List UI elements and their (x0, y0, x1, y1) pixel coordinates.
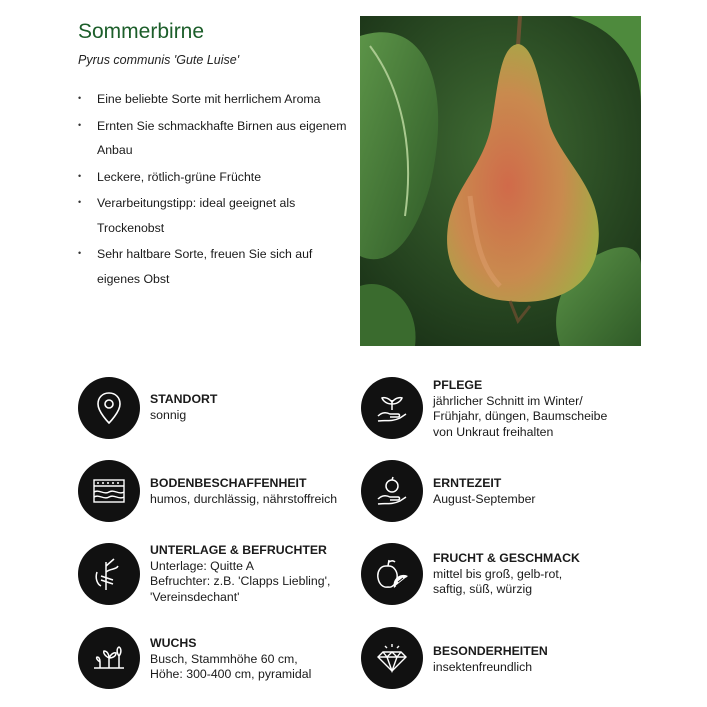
bullet-item: • Sehr haltbare Sorte, freuen Sie sich auf eigenes Obst (78, 242, 353, 291)
bullet-item: • Eine beliebte Sorte mit herrlichem Aroma (78, 87, 353, 112)
feature-title: STANDORT (150, 392, 218, 406)
feature-boden (78, 460, 337, 522)
fruit-slice-icon (361, 543, 423, 605)
feature-title: BESONDERHEITEN (433, 644, 548, 658)
pear-photo (360, 16, 641, 346)
feature-text: Unterlage: Quitte A Befruchter: z.B. 'Clapps Liebling', 'Vereinsdechant' (150, 558, 331, 604)
feature-standort (78, 377, 217, 439)
feature-pflege (361, 377, 607, 440)
feature-title: ERNTEZEIT (433, 476, 502, 490)
feature-text: insektenfreundlich (433, 659, 533, 674)
feature-erntezeit (361, 460, 536, 522)
pear-illustration (360, 16, 641, 346)
feature-title: UNTERLAGE & BEFRUCHTER (150, 543, 327, 557)
feature-besonderheiten (361, 627, 548, 689)
bullet-item: • Leckere, rötlich-grüne Früchte (78, 165, 353, 190)
feature-text: August-September (433, 491, 536, 506)
feature-text: sonnig (150, 407, 187, 422)
feature-title: WUCHS (150, 636, 197, 650)
location-pin-icon (78, 377, 140, 439)
hand-plant-icon (361, 377, 423, 439)
feature-title: FRUCHT & GESCHMACK (433, 551, 580, 565)
product-title: Sommerbirne (78, 20, 205, 43)
seedlings-icon (78, 627, 140, 689)
feature-frucht (361, 543, 580, 605)
feature-bullets (78, 87, 353, 293)
feature-text: jährlicher Schnitt im Winter/ Frühjahr, düngen, Baumscheibe von Unkraut freihalten (433, 393, 608, 439)
feature-wuchs (78, 627, 311, 689)
soil-layers-icon (78, 460, 140, 522)
feature-text: Busch, Stammhöhe 60 cm, Höhe: 300-400 cm, pyramidal (150, 651, 312, 681)
bullet-item: • Ernten Sie schmackhafte Birnen aus eigenem Anbau (78, 114, 353, 163)
feature-text: humos, durchlässig, nährstoffreich (150, 491, 338, 506)
feature-text: mittel bis groß, gelb-rot, saftig, süß, würzig (433, 566, 563, 596)
feature-title: BODENBESCHAFFENHEIT (150, 476, 307, 490)
diamond-icon (361, 627, 423, 689)
feature-unterlage (78, 543, 330, 605)
feature-title: PFLEGE (433, 378, 483, 392)
bullet-item: • Verarbeitungstipp: ideal geeignet als Trockenobst (78, 191, 353, 240)
hand-fruit-icon (361, 460, 423, 522)
grafting-icon (78, 543, 140, 605)
product-subtitle: Pyrus communis 'Gute Luise' (78, 53, 240, 67)
